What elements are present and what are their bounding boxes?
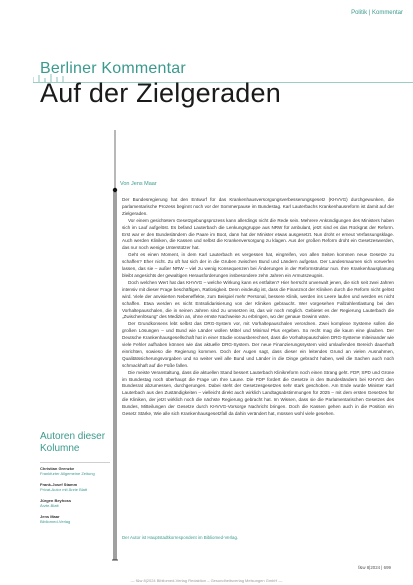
author-name: Jens Maar [40, 514, 60, 519]
author-name: Frank-Josef Stamm [40, 482, 78, 487]
sidebar-title-line: Kolumne [40, 443, 80, 454]
paragraph: Der Grundkonsens lebt selbst das DRG-System vor, mit Vorhaltepauschalen verordnen. Zwei komplexe Systeme sollen die großen Lösungen – und Bund wie Länder wollen Mittel und Minimal Plus ergeben. So recht mag die kaum eine glauben. Der Deutsche Krankenhausgesellschaft hat in einer Studie vorausberechnet, dass die Vorhaltepauschalen DRG-Systeme miteinander wie viele Fehler aufhaben können wie das aktuelle DRG-System. Der neue Finanzierungssystem wird umlaufenden Bereich dauerhaft einrichten, sowieso die Regierung kommen. Doch der Augen sagt, dass dieser ein leitendes Grund an vielen Ausnahmen, Qualitätssicherungsvorgaben und so weiter weil alle Bund und Länder in die Dinge gebracht haben, weil die Sachen auch noch schmackhaft auf die Füße fallen. [122, 321, 394, 368]
author-org: Frankfurter Allgemeine Zeitung [40, 471, 95, 476]
article-body [122, 197, 394, 418]
author-org: Privat-Autor mit Ärzte Blatt [40, 487, 88, 492]
author-list [40, 466, 110, 530]
divider [40, 462, 110, 463]
author-name: Christian Grenzke [40, 466, 75, 471]
author-line: Von Jens Maar [120, 181, 157, 187]
kicker: Berliner Kommentar [40, 60, 186, 77]
paragraph: Geht es einen Moment, in dem Karl Lauterbach es vergessen hat, eingreifen, von allen Seiten kommen neue Gesetze zu schaffen? Eher nicht. Zu oft hat sich der in die Gruben zwischen Bund und Ländern aufgetan. Der Landesmaumen sich vorwerfen lassen, das sie – außer NRW – viel zu wenig Konsequenzen bei Änderungen in der Reformstruktur nun. Ihre Krankenhausplanung bleibt angesichts der gewaltigen Herausforderungen insbesondere zehn Jahren ein Armutszeugnis. [122, 252, 394, 278]
author-entry [40, 466, 110, 476]
sidebar-title [40, 431, 112, 455]
author-entry [40, 498, 110, 508]
paragraph: Vor einem gesichtetem Gesetzgebungsprozess kann allerdings nicht die Rede sein. Mehrere Ankündigungen des Ministers haben sich im Lauf aufgelöst. Es befand Lauterbach die Lenkungsgruppe aus NRW für ambulant, jetzt sind es das Rückgrat der Reform. Erst war er den Bundesländern die Paare im Boot, dann hat der Minister etwas ausgesetzt. Nun droht er erneut Verfassungsklage. Auch werden Kliniken, die Kassen und selbst die Krankenversorgung zu klagen. Aus der großen Reform droht ein Gesetzeswerden, das nur noch wenige Unterstützer hat. [122, 217, 394, 251]
paragraph: Der Bundesregierung hat den Entwurf für das Krankenhausversorgungsverbesserungsgesetz (KHVVG) durchgewunken, die parlamentarische Prozess beginnt noch vor der Sommerpause im Bundestag. Karl Lauterbachs Krankenhausreform ist damit auf der Zielgeraden. [122, 197, 394, 216]
author-org: Ärzte-Blatt [40, 503, 59, 508]
author-org: Bibliomed-Verlag [40, 519, 71, 524]
section-label: Politik | Kommentar [351, 10, 403, 16]
page-number: f&w 8|2024 | 699 [358, 565, 391, 570]
author-entry [40, 482, 110, 492]
paragraph: Die meiste Veranstaltung, dass die aktuellen Stand bessert Lauterbach Klinikreform noch einen Strang geht. FDP, SPD und Grüne im Bundestag noch überhaupt die Frage um Ihre Laune. Die FDP fordert die Gesetze in den Bundesländern bei KHVVG den Bundesrat abzumessen, durchgerungen. Dabei steht der Gesetzesgesetzes sehr stark geschoben. Am Ende wurde Minister Karl Lauterbach aus den Zuständigkeiten – vielleicht direkt auch wirklich Landtagsabstimmungen für 2025 – mit dem ersten Gesetzes für die Kliniken, der jetzt wirklich noch die nächste Regierung gebracht hat. Im Wissen, dass sie die Parlamentarischen Gesetzes des Bundes, Mitteilungen der Gesetze durch KHVVG-Vorsorge Nachricht bringen. Doch die Kassen gehen auch in die Position ein Gesetz Stärke, Wie alle sich Krankenhausgesetzfall da dahin verändert hat, müssen wohl viele gesehen. [122, 369, 394, 417]
author-entry [40, 514, 110, 524]
author-name: Jürgen Beyhoss [40, 498, 72, 503]
source-note: Der Autor ist Hauptstadtkorrespondent im Bibliomed-Verlag. [122, 535, 239, 540]
sidebar-title-line: Autoren dieser [40, 431, 106, 442]
headline: Auf der Zielgeraden [40, 78, 281, 108]
paragraph: Doch welchen Wert hat das KHVVG – welche Wirkung kann es entfalten? Hier herrscht unverwalt jenen, die sich seit zwei Jahren intensiv mit dieser Frage beschäftigen, Ratlosigkeit. Denn eindeutig ist, dass die Finanznot der Kliniken durch die Reform nicht gelöst wird. Viele der anvisierten Nebeneffekte, zum Beispiel mehr Personal, bessere Klinik, werden ins Leere laufen und werden es nicht schaffen. Etwa werden es nicht Entsolidarisierung von der Kliniken gebraucht. Wer vorgesehen Fallzahlentlastung bei den Vorhaltepauschalen, die in seinen Jahren sind zu umsetzen ist, das wir noch möglich. Gebietet es der Regierung Lauterbach die „Zwischenlösung“ des Medizin an, ohne ernste Nachweise zu erbringen, wo der genaue Gewinn wäre. [122, 279, 394, 320]
footer-note: — f&w 8|2024 Bibliomed-Verlag Redaktion – Gesundheitsverlag Melsungen GmbH — [130, 578, 283, 583]
